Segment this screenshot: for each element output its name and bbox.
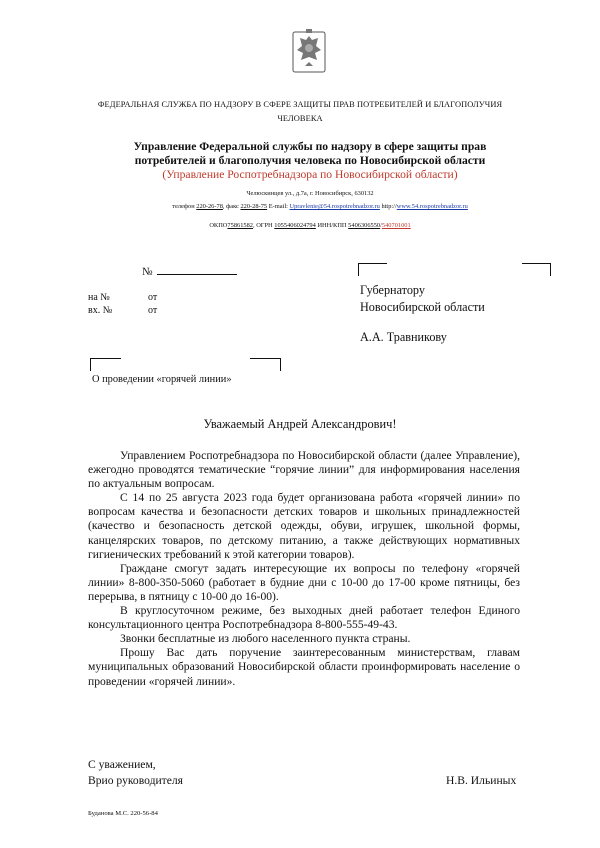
addressee-block xyxy=(360,282,485,316)
addressee-bracket-right xyxy=(522,263,551,276)
ref-na-ot: от xyxy=(148,292,158,303)
outgoing-number xyxy=(142,264,237,278)
addressee-line-2: Новосибирской области xyxy=(360,300,485,314)
department-name xyxy=(70,140,550,182)
web-label: http:// xyxy=(381,203,397,210)
body-paragraph-3: Граждане смогут задать интересующие их вопросы по телефону «горячей линии» 8-800-350-5060 (работает в будние дни с 10-00 до 17-00 кроме пятницы, без перерыва, в пятницу с 10-00 до 16-00). xyxy=(88,561,520,603)
coat-of-arms-icon xyxy=(292,26,326,78)
okpo-value: 75861582 xyxy=(227,222,253,229)
body-paragraph-2: С 14 по 25 августа 2023 года будет организована работа «горячей линии» по вопросам качества и безопасности детских товаров и школьных принадлежностей (качество и безопасность детской одежды, обуви, игрушек, школьной формы, канцелярских товаров, по детскому питанию, а также действующих нормативных гигиенических требований к этой категории товаров). xyxy=(88,491,520,561)
ogrn-value: 1055406024794 xyxy=(274,222,316,229)
web-link[interactable]: www.54.rospotrebnadzor.ru xyxy=(396,203,468,210)
ref-vh-ot: от xyxy=(148,305,158,316)
body-paragraph-6: Прошу Вас дать поручение заинтересованным министерствам, главам муниципальных образований Новосибирской области проинформировать население о проведении «горячей линии». xyxy=(88,646,520,688)
okpo-label: ОКПО xyxy=(209,222,228,229)
agency-name xyxy=(60,98,540,126)
addressee-line-1: Губернатору xyxy=(360,283,425,297)
letter-subject: О проведении «горячей линии» xyxy=(92,374,232,385)
phone-number: 220-26-78 xyxy=(196,203,223,210)
fax-label: факс xyxy=(226,203,239,210)
subject-bracket-left xyxy=(90,358,121,371)
dept-short-name: (Управление Роспотребнадзора по Новосибирской области) xyxy=(162,168,458,181)
dept-line-1: Управление Федеральной службы по надзору в сфере защиты прав xyxy=(133,140,487,153)
ogrn-label: ОГРН xyxy=(256,222,273,229)
agency-line-1: ФЕДЕРАЛЬНАЯ СЛУЖБА ПО НАДЗОРУ В СФЕРЕ ЗАЩИТЫ ПРАВ ПОТРЕБИТЕЛЕЙ И БЛАГОПОЛУЧИЯ xyxy=(97,100,503,109)
number-label: № xyxy=(142,266,153,278)
email-link[interactable]: Upravlenie@54.rospotrebnadzor.ru xyxy=(289,203,380,210)
dept-line-2: потребителей и благополучия человека по Новосибирской области xyxy=(134,154,486,167)
reference-block xyxy=(88,291,157,317)
number-blank-line xyxy=(157,264,237,275)
letter-body xyxy=(88,449,520,689)
registration-codes: ОКПО75861582, ОГРН 1055406024794 ИНН/КПП 5406306550/540701001 xyxy=(209,222,411,229)
postal-address: Челюскинцев ул., д.7а, г. Новосибирск, 630132 xyxy=(246,190,374,197)
signer-name: Н.В. Ильиных xyxy=(446,774,517,787)
body-paragraph-5: Звонки бесплатные из любого населенного пункта страны. xyxy=(120,632,411,646)
subject-bracket-right xyxy=(250,358,281,371)
greeting: Уважаемый Андрей Александрович! xyxy=(203,417,397,431)
executor-info: Буданова М.С. 220-56-84 xyxy=(88,810,158,817)
body-paragraph-4: В круглосуточном режиме, без выходных дней работает телефон Единого консультационного центра Роспотребнадзора 8-800-555-49-43. xyxy=(88,604,520,632)
body-paragraph-1: Управлением Роспотребнадзора по Новосибирской области (далее Управление), ежегодно проводятся тематические “горячие линии” для информирования населения по актуальным вопросам. xyxy=(88,449,520,491)
phone-label: телефон xyxy=(172,203,195,210)
addressee-name: А.А. Травникову xyxy=(360,330,447,344)
closing-phrase: С уважением, xyxy=(88,758,156,771)
agency-line-2: ЧЕЛОВЕКА xyxy=(277,114,323,123)
ref-na-label: на № xyxy=(88,292,110,303)
inn-label: ИНН/КПП xyxy=(317,222,347,229)
inn-value: 5406306550 xyxy=(348,222,381,229)
ref-vh-label: вх. № xyxy=(88,305,113,316)
signer-position: Врио руководителя xyxy=(88,774,184,787)
fax-number: 220-28-75 xyxy=(240,203,268,210)
contact-line: телефон 220-26-78, факс 220-28-75 E-mail: Upravlenie@54.rospotrebnadzor.ru http://www.54.rospotrebnadzor.ru xyxy=(172,203,468,210)
kpp-value: 540701001 xyxy=(381,222,411,229)
email-label: E-mail: xyxy=(268,203,288,210)
addressee-bracket-left xyxy=(358,263,387,276)
